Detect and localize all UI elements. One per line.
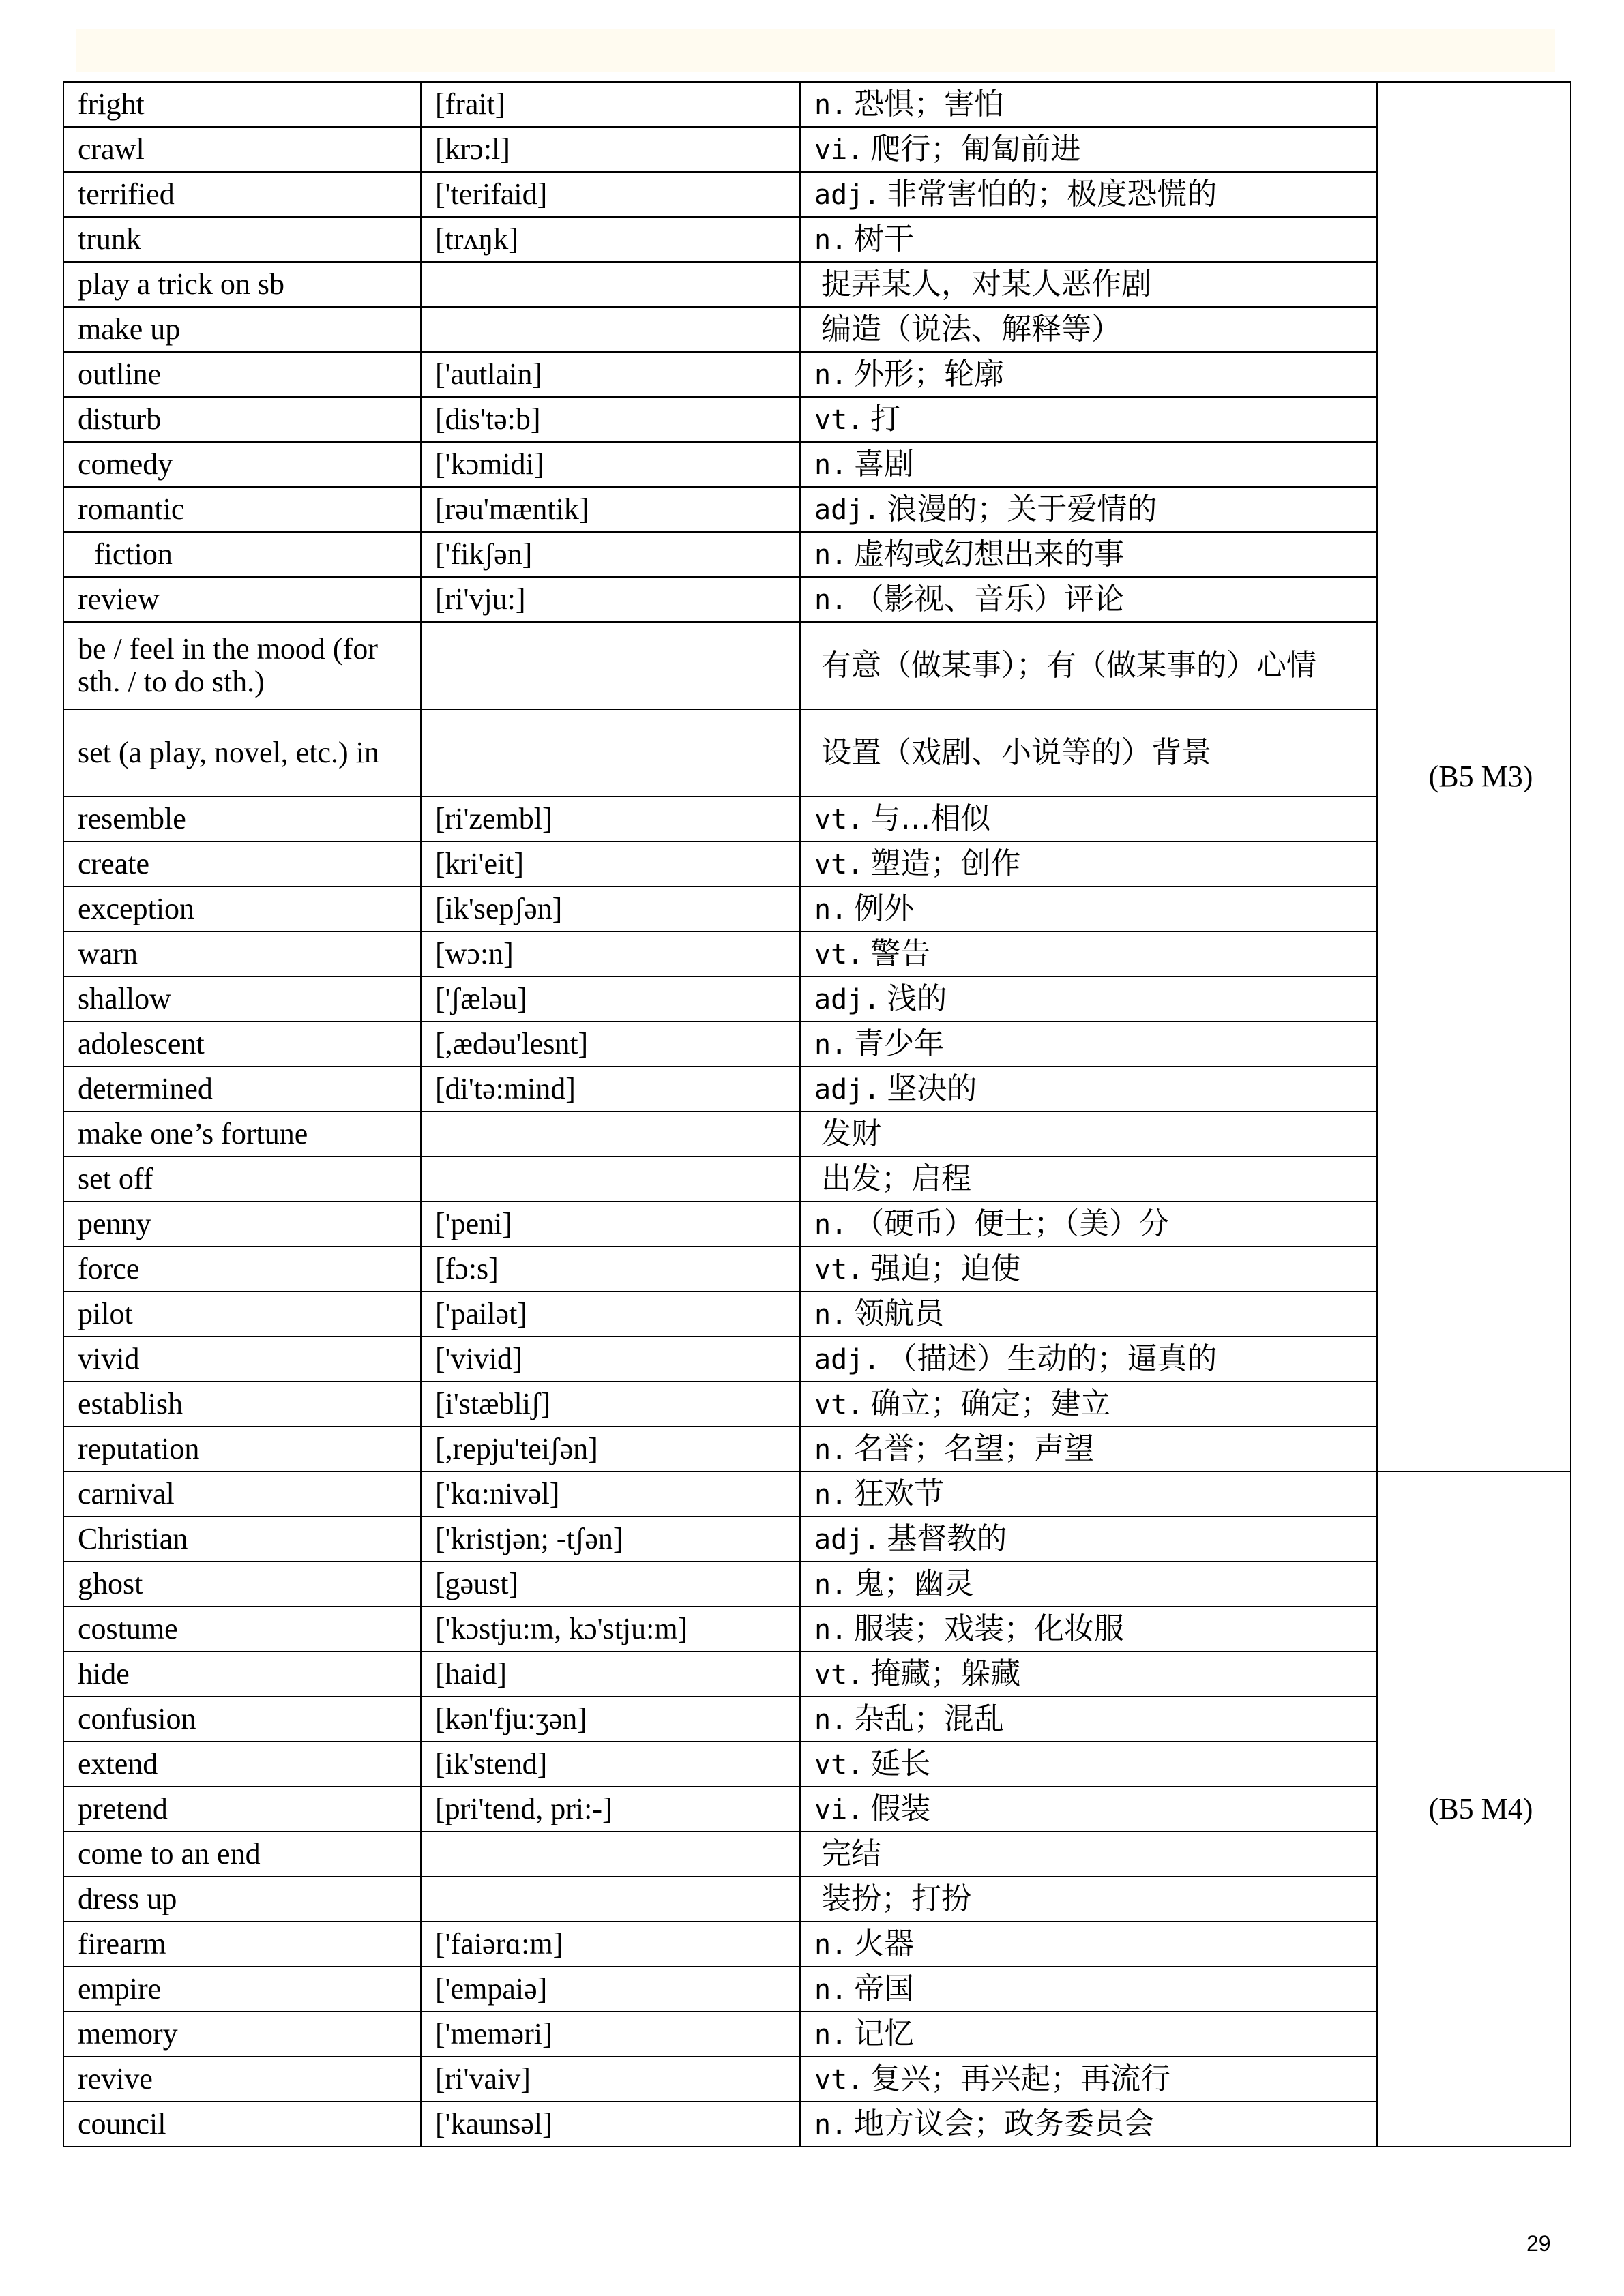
table-row xyxy=(63,2057,1571,2102)
phonetic-cell: ['vivid] xyxy=(421,1337,800,1382)
word-cell: review xyxy=(63,577,421,622)
phonetic-cell: [ri'zembl] xyxy=(421,796,800,841)
meaning-text: 强迫；迫使 xyxy=(870,1251,1021,1286)
word-cell: fright xyxy=(63,82,421,127)
table-row xyxy=(63,1967,1571,2012)
meaning-cell xyxy=(800,1202,1377,1247)
meaning-text: 假装 xyxy=(870,1791,931,1826)
meaning-text: 帝国 xyxy=(854,1971,915,2006)
meaning-text: 塑造；创作 xyxy=(870,846,1021,881)
phonetic-cell: ['ʃæləu] xyxy=(421,976,800,1022)
part-of-speech: n. xyxy=(814,1568,848,1600)
word-cell: council xyxy=(63,2102,421,2147)
part-of-speech: vt. xyxy=(814,848,864,880)
part-of-speech: n. xyxy=(814,1928,848,1960)
part-of-speech: n. xyxy=(814,1703,848,1735)
word-cell: be / feel in the mood (for sth. / to do sth.) xyxy=(63,622,421,709)
meaning-text: 基督教的 xyxy=(887,1521,1007,1556)
phonetic-cell: [ik'stend] xyxy=(421,1742,800,1787)
part-of-speech: vt. xyxy=(814,1388,864,1420)
word-cell: carnival xyxy=(63,1472,421,1517)
word-cell: ghost xyxy=(63,1562,421,1607)
table-row xyxy=(63,931,1571,976)
part-of-speech: n. xyxy=(814,359,848,391)
meaning-text: 领航员 xyxy=(854,1296,945,1331)
meaning-text: 发财 xyxy=(821,1116,881,1151)
meaning-cell xyxy=(800,1157,1377,1202)
table-row xyxy=(63,841,1571,886)
meaning-cell xyxy=(800,1382,1377,1427)
phonetic-cell: [trʌŋk] xyxy=(421,217,800,262)
phonetic-cell: [fɔ:s] xyxy=(421,1247,800,1292)
part-of-speech: vt. xyxy=(814,1748,864,1780)
meaning-cell xyxy=(800,1922,1377,1967)
phonetic-cell: [dis'tə:b] xyxy=(421,397,800,442)
table-row xyxy=(63,1202,1571,1247)
meaning-cell xyxy=(800,217,1377,262)
table-row xyxy=(63,1382,1571,1427)
part-of-speech: n. xyxy=(814,1298,848,1330)
word-cell: come to an end xyxy=(63,1832,421,1877)
phonetic-cell xyxy=(421,262,800,307)
word-cell: memory xyxy=(63,2012,421,2057)
part-of-speech: n. xyxy=(814,1028,848,1060)
phonetic-cell: [wɔ:n] xyxy=(421,931,800,976)
phonetic-cell: ['terifaid] xyxy=(421,172,800,217)
meaning-cell xyxy=(800,1697,1377,1742)
meaning-text: 树干 xyxy=(854,221,915,256)
part-of-speech: vt. xyxy=(814,1253,864,1285)
meaning-text: （硬币）便士；（美）分 xyxy=(854,1206,1170,1241)
phonetic-cell: [frait] xyxy=(421,82,800,127)
meaning-text: 确立；确定；建立 xyxy=(870,1386,1111,1421)
phonetic-cell: ['meməri] xyxy=(421,2012,800,2057)
part-of-speech: n. xyxy=(814,2108,848,2141)
part-of-speech: vt. xyxy=(814,2063,864,2096)
word-cell: exception xyxy=(63,886,421,931)
meaning-text: 恐惧；害怕 xyxy=(854,86,1005,121)
table-row xyxy=(63,1562,1571,1607)
word-cell: adolescent xyxy=(63,1022,421,1067)
table-row xyxy=(63,1607,1571,1652)
table-row xyxy=(63,577,1571,622)
phonetic-cell: [,ædəu'lesnt] xyxy=(421,1022,800,1067)
meaning-cell xyxy=(800,172,1377,217)
part-of-speech: n. xyxy=(814,584,848,616)
meaning-cell xyxy=(800,1427,1377,1472)
part-of-speech: adj. xyxy=(814,983,881,1015)
part-of-speech: n. xyxy=(814,224,848,256)
word-cell: dress up xyxy=(63,1877,421,1922)
meaning-cell xyxy=(800,931,1377,976)
word-cell: reputation xyxy=(63,1427,421,1472)
part-of-speech: adj. xyxy=(814,1523,881,1555)
part-of-speech: adj. xyxy=(814,1343,881,1375)
table-row xyxy=(63,1787,1571,1832)
meaning-text: 有意（做某事）；有（做某事的）心情 xyxy=(821,647,1316,683)
part-of-speech: n. xyxy=(814,1973,848,2006)
table-row xyxy=(63,1742,1571,1787)
table-row xyxy=(63,1517,1571,1562)
phonetic-cell xyxy=(421,1877,800,1922)
unit-label: (B5 M3) xyxy=(1377,82,1571,1472)
table-row xyxy=(63,2102,1571,2147)
phonetic-cell: ['kaunsəl] xyxy=(421,2102,800,2147)
part-of-speech: vt. xyxy=(814,938,864,970)
meaning-text: 出发；启程 xyxy=(821,1161,971,1196)
meaning-text: （影视、音乐）评论 xyxy=(854,581,1125,616)
meaning-cell xyxy=(800,2012,1377,2057)
word-cell: revive xyxy=(63,2057,421,2102)
phonetic-cell: ['peni] xyxy=(421,1202,800,1247)
phonetic-cell: ['pailət] xyxy=(421,1292,800,1337)
part-of-speech: vi. xyxy=(814,134,864,166)
meaning-text: 狂欢节 xyxy=(854,1476,945,1511)
word-cell: determined xyxy=(63,1067,421,1112)
table-row xyxy=(63,1292,1571,1337)
meaning-text: 服装；戏装；化妆服 xyxy=(854,1611,1125,1646)
meaning-cell xyxy=(800,1562,1377,1607)
meaning-cell xyxy=(800,976,1377,1022)
part-of-speech: n. xyxy=(814,1208,848,1240)
phonetic-cell: [ik'sepʃən] xyxy=(421,886,800,931)
word-cell: trunk xyxy=(63,217,421,262)
word-cell: force xyxy=(63,1247,421,1292)
word-cell: Christian xyxy=(63,1517,421,1562)
table-row xyxy=(63,127,1571,172)
meaning-text: 例外 xyxy=(854,891,915,926)
word-cell: extend xyxy=(63,1742,421,1787)
table-row xyxy=(63,397,1571,442)
part-of-speech: n. xyxy=(814,2018,848,2051)
meaning-cell xyxy=(800,127,1377,172)
meaning-cell xyxy=(800,1967,1377,2012)
meaning-cell xyxy=(800,886,1377,931)
table-row xyxy=(63,1832,1571,1877)
meaning-cell xyxy=(800,487,1377,532)
part-of-speech: adj. xyxy=(814,494,881,526)
word-cell: pretend xyxy=(63,1787,421,1832)
word-cell: set off xyxy=(63,1157,421,1202)
table-row xyxy=(63,1697,1571,1742)
meaning-text: 喜剧 xyxy=(854,446,915,481)
phonetic-cell: [di'tə:mind] xyxy=(421,1067,800,1112)
meaning-text: 鬼；幽灵 xyxy=(854,1566,975,1601)
meaning-text: 浅的 xyxy=(887,981,947,1016)
table-row xyxy=(63,1067,1571,1112)
meaning-cell xyxy=(800,262,1377,307)
meaning-cell xyxy=(800,82,1377,127)
meaning-text: 地方议会；政务委员会 xyxy=(854,2106,1155,2141)
part-of-speech: vi. xyxy=(814,1793,864,1825)
meaning-text: 设置（戏剧、小说等的）背景 xyxy=(821,734,1211,770)
table-row xyxy=(63,1022,1571,1067)
table-row xyxy=(63,709,1571,796)
meaning-text: 装扮；打扮 xyxy=(821,1881,971,1916)
table-row xyxy=(63,262,1571,307)
phonetic-cell xyxy=(421,622,800,709)
meaning-cell xyxy=(800,1337,1377,1382)
word-cell: romantic xyxy=(63,487,421,532)
unit-label: (B5 M4) xyxy=(1377,1472,1571,2147)
meaning-text: 爬行；匍匐前进 xyxy=(870,131,1081,166)
vocabulary-table xyxy=(63,81,1571,2147)
meaning-cell xyxy=(800,532,1377,577)
meaning-text: 坚决的 xyxy=(887,1071,977,1106)
phonetic-cell: ['empaiə] xyxy=(421,1967,800,2012)
meaning-cell xyxy=(800,2057,1377,2102)
phonetic-cell: ['kristjən; -tʃən] xyxy=(421,1517,800,1562)
phonetic-cell xyxy=(421,307,800,352)
table-row xyxy=(63,1427,1571,1472)
meaning-cell xyxy=(800,1652,1377,1697)
meaning-cell xyxy=(800,1742,1377,1787)
word-cell: terrified xyxy=(63,172,421,217)
part-of-speech: n. xyxy=(814,893,848,925)
part-of-speech: n. xyxy=(814,1478,848,1510)
table-row xyxy=(63,307,1571,352)
phonetic-cell: ['kɔmidi] xyxy=(421,442,800,487)
table-row xyxy=(63,976,1571,1022)
part-of-speech: adj. xyxy=(814,179,881,211)
table-row xyxy=(63,442,1571,487)
word-cell: comedy xyxy=(63,442,421,487)
word-cell: warn xyxy=(63,931,421,976)
meaning-cell xyxy=(800,1247,1377,1292)
phonetic-cell: [,repju'teiʃən] xyxy=(421,1427,800,1472)
word-cell: establish xyxy=(63,1382,421,1427)
header-band xyxy=(76,29,1555,72)
meaning-cell xyxy=(800,442,1377,487)
table-row xyxy=(63,352,1571,397)
meaning-text: 浪漫的；关于爱情的 xyxy=(887,491,1157,526)
meaning-cell xyxy=(800,577,1377,622)
meaning-cell xyxy=(800,1112,1377,1157)
meaning-text: 非常害怕的；极度恐慌的 xyxy=(887,176,1217,211)
part-of-speech: vt. xyxy=(814,404,864,436)
phonetic-cell: [haid] xyxy=(421,1652,800,1697)
part-of-speech: n. xyxy=(814,89,848,121)
phonetic-cell xyxy=(421,1157,800,1202)
meaning-text: 打 xyxy=(870,401,901,436)
phonetic-cell: ['kɔstju:m, kɔ'stju:m] xyxy=(421,1607,800,1652)
meaning-cell xyxy=(800,307,1377,352)
meaning-text: 虚构或幻想出来的事 xyxy=(854,536,1125,571)
phonetic-cell: [kən'fju:ʒən] xyxy=(421,1697,800,1742)
word-cell: costume xyxy=(63,1607,421,1652)
meaning-cell xyxy=(800,1292,1377,1337)
phonetic-cell xyxy=(421,1112,800,1157)
meaning-cell xyxy=(800,709,1377,796)
meaning-text: 掩藏；躲藏 xyxy=(870,1656,1021,1691)
word-cell: make one’s fortune xyxy=(63,1112,421,1157)
part-of-speech: vt. xyxy=(814,1658,864,1690)
table-row xyxy=(63,1337,1571,1382)
meaning-text: 完结 xyxy=(821,1836,881,1871)
phonetic-cell: [pri'tend, pri:-] xyxy=(421,1787,800,1832)
part-of-speech: vt. xyxy=(814,803,864,835)
meaning-text: 名誉；名望；声望 xyxy=(854,1431,1095,1466)
meaning-cell xyxy=(800,622,1377,709)
phonetic-cell: ['faiərɑ:m] xyxy=(421,1922,800,1967)
meaning-text: 复兴；再兴起；再流行 xyxy=(870,2061,1171,2096)
table-row xyxy=(63,1877,1571,1922)
meaning-cell xyxy=(800,1877,1377,1922)
phonetic-cell: ['autlain] xyxy=(421,352,800,397)
table-row xyxy=(63,1157,1571,1202)
phonetic-cell: ['fikʃən] xyxy=(421,532,800,577)
table-row xyxy=(63,172,1571,217)
meaning-cell xyxy=(800,1472,1377,1517)
meaning-text: 延长 xyxy=(870,1746,931,1781)
table-row xyxy=(63,1922,1571,1967)
table-row xyxy=(63,1247,1571,1292)
page-number: 29 xyxy=(1526,2231,1551,2256)
word-cell: vivid xyxy=(63,1337,421,1382)
part-of-speech: n. xyxy=(814,539,848,571)
meaning-text: 青少年 xyxy=(854,1026,945,1061)
meaning-text: 警告 xyxy=(870,936,931,971)
word-cell: create xyxy=(63,841,421,886)
part-of-speech: n. xyxy=(814,1613,848,1645)
phonetic-cell xyxy=(421,1832,800,1877)
phonetic-cell: [ri'vju:] xyxy=(421,577,800,622)
phonetic-cell: [kri'eit] xyxy=(421,841,800,886)
table-row xyxy=(63,217,1571,262)
table-row xyxy=(63,1472,1571,1517)
part-of-speech: adj. xyxy=(814,1073,881,1105)
table-row xyxy=(63,82,1571,127)
table-row xyxy=(63,1112,1571,1157)
meaning-cell xyxy=(800,1517,1377,1562)
table-row xyxy=(63,622,1571,709)
meaning-cell xyxy=(800,1067,1377,1112)
meaning-cell xyxy=(800,352,1377,397)
phonetic-cell: ['kɑ:nivəl] xyxy=(421,1472,800,1517)
part-of-speech: n. xyxy=(814,1433,848,1465)
table-row xyxy=(63,532,1571,577)
meaning-cell xyxy=(800,1787,1377,1832)
word-cell: fiction xyxy=(63,532,421,577)
word-cell: outline xyxy=(63,352,421,397)
word-cell: play a trick on sb xyxy=(63,262,421,307)
meaning-text: 捉弄某人，对某人恶作剧 xyxy=(821,266,1151,301)
meaning-text: 杂乱；混乱 xyxy=(854,1701,1005,1736)
word-cell: confusion xyxy=(63,1697,421,1742)
part-of-speech: n. xyxy=(814,449,848,481)
word-cell: make up xyxy=(63,307,421,352)
meaning-text: 编造（说法、解释等） xyxy=(821,311,1121,346)
phonetic-cell: [gəust] xyxy=(421,1562,800,1607)
table-row xyxy=(63,487,1571,532)
word-cell: pilot xyxy=(63,1292,421,1337)
meaning-cell xyxy=(800,796,1377,841)
table-row xyxy=(63,1652,1571,1697)
meaning-text: 记忆 xyxy=(854,2016,915,2051)
word-cell: shallow xyxy=(63,976,421,1022)
phonetic-cell: [rəu'mæntik] xyxy=(421,487,800,532)
table-row xyxy=(63,2012,1571,2057)
meaning-text: （描述）生动的；逼真的 xyxy=(887,1341,1217,1376)
meaning-text: 火器 xyxy=(854,1926,915,1961)
meaning-cell xyxy=(800,1832,1377,1877)
meaning-cell xyxy=(800,397,1377,442)
meaning-text: 与…相似 xyxy=(870,801,991,836)
word-cell: disturb xyxy=(63,397,421,442)
word-cell: empire xyxy=(63,1967,421,2012)
table-row xyxy=(63,886,1571,931)
phonetic-cell: [i'stæbliʃ] xyxy=(421,1382,800,1427)
word-cell: set (a play, novel, etc.) in xyxy=(63,709,421,796)
word-cell: penny xyxy=(63,1202,421,1247)
meaning-cell xyxy=(800,841,1377,886)
word-cell: resemble xyxy=(63,796,421,841)
word-cell: crawl xyxy=(63,127,421,172)
phonetic-cell: [krɔ:l] xyxy=(421,127,800,172)
meaning-text: 外形；轮廓 xyxy=(854,356,1005,391)
word-cell: hide xyxy=(63,1652,421,1697)
phonetic-cell: [ri'vaiv] xyxy=(421,2057,800,2102)
table-row xyxy=(63,796,1571,841)
meaning-cell xyxy=(800,2102,1377,2147)
meaning-cell xyxy=(800,1022,1377,1067)
phonetic-cell xyxy=(421,709,800,796)
meaning-cell xyxy=(800,1607,1377,1652)
word-cell: firearm xyxy=(63,1922,421,1967)
